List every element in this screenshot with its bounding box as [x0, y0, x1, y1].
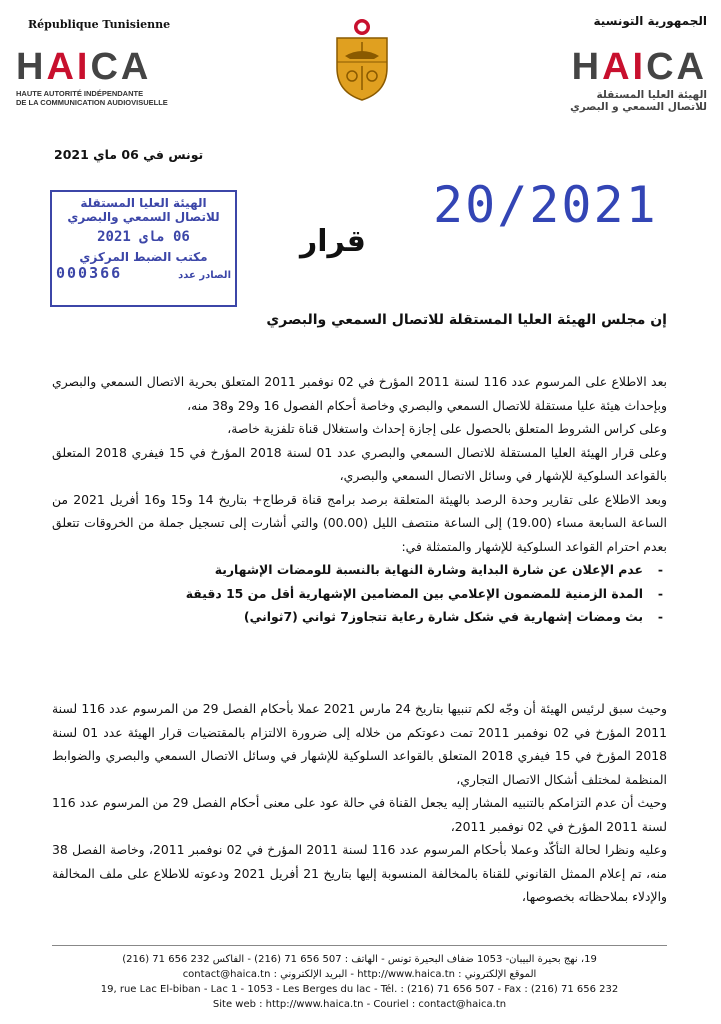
- stamp-outgoing-label: الصادر عدد: [178, 270, 231, 281]
- document-date: تونس في 06 ماي 2021: [54, 147, 204, 162]
- haica-logo-right: [570, 46, 707, 113]
- council-heading: إن مجلس الهيئة العليا المستقلة للاتصال السمعي والبصري: [266, 312, 667, 328]
- violation-item: - عدم الإعلان عن شارة البداية وشارة النهاية بالنسبة للومضات الإشهارية: [52, 558, 667, 582]
- footer-address-fr: 19, rue Lac El-biban - Lac 1 - 1053 - Les Berges du lac - Tél. : (216) 71 656 507 - Fax : (216) 71 656 232: [100, 984, 619, 995]
- decision-title: قرار: [300, 224, 366, 259]
- stamp-office: مكتب الضبط المركزي: [79, 250, 208, 264]
- registry-stamp: [50, 190, 237, 307]
- recital-monitoring: وبعد الاطلاع على تقارير وحدة الرصد بالهيئة المتعلقة برصد برامج قناة قرطاج+ بتاريخ 14 و15 و16 أفريل 2021 من الساعة السابعة مساء (19.00) إلى الساعة منتصف الليل (00.00) والتي أشارت إلى تسجيل جملة من الخروقات تتعلق بعدم احترام القواعد السلوكية للإشهار والمتمثلة في:: [52, 491, 668, 554]
- haica-logo-ar-line2: للاتصال السمعي و البصري: [570, 101, 707, 113]
- footer-contact-fr: Site web : http://www.haica.tn - Couriel : contact@haica.tn: [212, 999, 507, 1010]
- considerations-block: [52, 697, 667, 909]
- decision-number: 20/2021: [433, 176, 658, 234]
- violation-item: - المدة الزمنية للمضمون الإعلامي بين المضامين الإشهارية أقل من 15 دقيقة: [52, 582, 667, 606]
- stamp-line1: الهيئة العليا المستقلة: [80, 196, 207, 210]
- recitals-block: [52, 370, 667, 629]
- country-name-fr: République Tunisienne: [28, 18, 171, 31]
- consideration-recidivism: وحيث أن عدم التزامكم بالتنبيه المشار إليه يجعل القناة في حالة عود على معنى أحكام الفصل 29 من المرسوم عدد 116 لسنة 2011 المؤرخ في 02 نوفمبر 2011،: [52, 795, 667, 834]
- page-footer: [52, 945, 667, 1012]
- consideration-warning: وحيث سبق لرئيس الهيئة أن وجّه لكم تنبيها بتاريخ 24 مارس 2021 عملا بأحكام الفصل 29 من المرسوم عدد 116 لسنة 2011 المؤرخ في 02 نوفمبر 2011 تمت دعوتكم من خلاله إلى ضرورة الالتزام بالمقتضيات قرار الهيئة عدد 01 لسنة 2018 المؤرخ في 15 فيفري 2018 المتعلق بالقواعد السلوكية للإشهار في وسائل الاتصال السمعي والبصري والضوابط المنظمة لمختلف أشكال الاتصال التجاري،: [52, 701, 667, 787]
- tunisia-emblem: [330, 18, 394, 102]
- haica-logo-line1: HAUTE AUTORITÉ INDÉPENDANTE: [16, 89, 144, 98]
- violation-item: - بث ومضات إشهارية في شكل شارة رعاية تتجاوز7 ثواني (7ثواني): [52, 605, 667, 629]
- footer-contact-ar: الموقع الإلكتروني : http://www.haica.tn - البريد الإلكتروني : contact@haica.tn: [182, 969, 537, 980]
- recital-decree: بعد الاطلاع على المرسوم عدد 116 لسنة 2011 المؤرخ في 02 نوفمبر 2011 المتعلق بحرية الاتصال السمعي والبصري وبإحداث هيئة عليا مستقلة للاتصال السمعي والبصري وخاصة أحكام الفصول 16 و29 و38 منه،: [52, 374, 667, 413]
- recital-decision-2018: وعلى قرار الهيئة العليا المستقلة للاتصال السمعي والبصري عدد 01 لسنة 2018 المؤرخ في 15 فيفري 2018 المتعلق بالقواعد السلوكية للإشهار في وسائل الاتصال السمعي والبصري،: [52, 444, 667, 483]
- haica-logo-wordmark-right: HAICA: [571, 46, 707, 88]
- haica-logo-ar-line1: الهيئة العليا المستقلة: [596, 89, 707, 101]
- stamp-line2: للاتصال السمعي والبصري: [67, 210, 220, 224]
- coat-of-arms-icon: [330, 18, 394, 102]
- stamp-date: 06 ماى 2021: [97, 229, 190, 245]
- stamp-outgoing-number: 000366: [56, 264, 123, 282]
- country-name-ar: الجمهورية التونسية: [593, 14, 707, 28]
- recital-specifications: وعلى كراس الشروط المتعلق بالحصول على إجازة إحداث واستغلال قناة تلفزية خاصة،: [227, 421, 667, 436]
- haica-logo-left: [16, 46, 168, 107]
- consideration-notification: وعليه ونظرا لحالة التأكّد وعملا بأحكام المرسوم عدد 116 لسنة 2011 المؤرخ في 02 نوفمبر 2011، وخاصة الفصل 38 منه، تم إعلام الممثل القانوني للقناة بالمخالفة المنسوبة إليها بتاريخ 21 أفريل 2021 ودعوته للاطلاع على ملف المخالفة والإدلاء بملاحظاته بخصوصها،: [52, 842, 667, 904]
- footer-address-ar: 19، نهج بحيرة البيبان- 1053 ضفاف البحيرة تونس - الهاتف : 507 656 71 (216) - الفاكس 232 656 71 (216): [122, 954, 597, 965]
- haica-logo-wordmark: HAICA: [16, 46, 152, 88]
- haica-logo-line2: DE LA COMMUNICATION AUDIOVISUELLE: [16, 98, 168, 107]
